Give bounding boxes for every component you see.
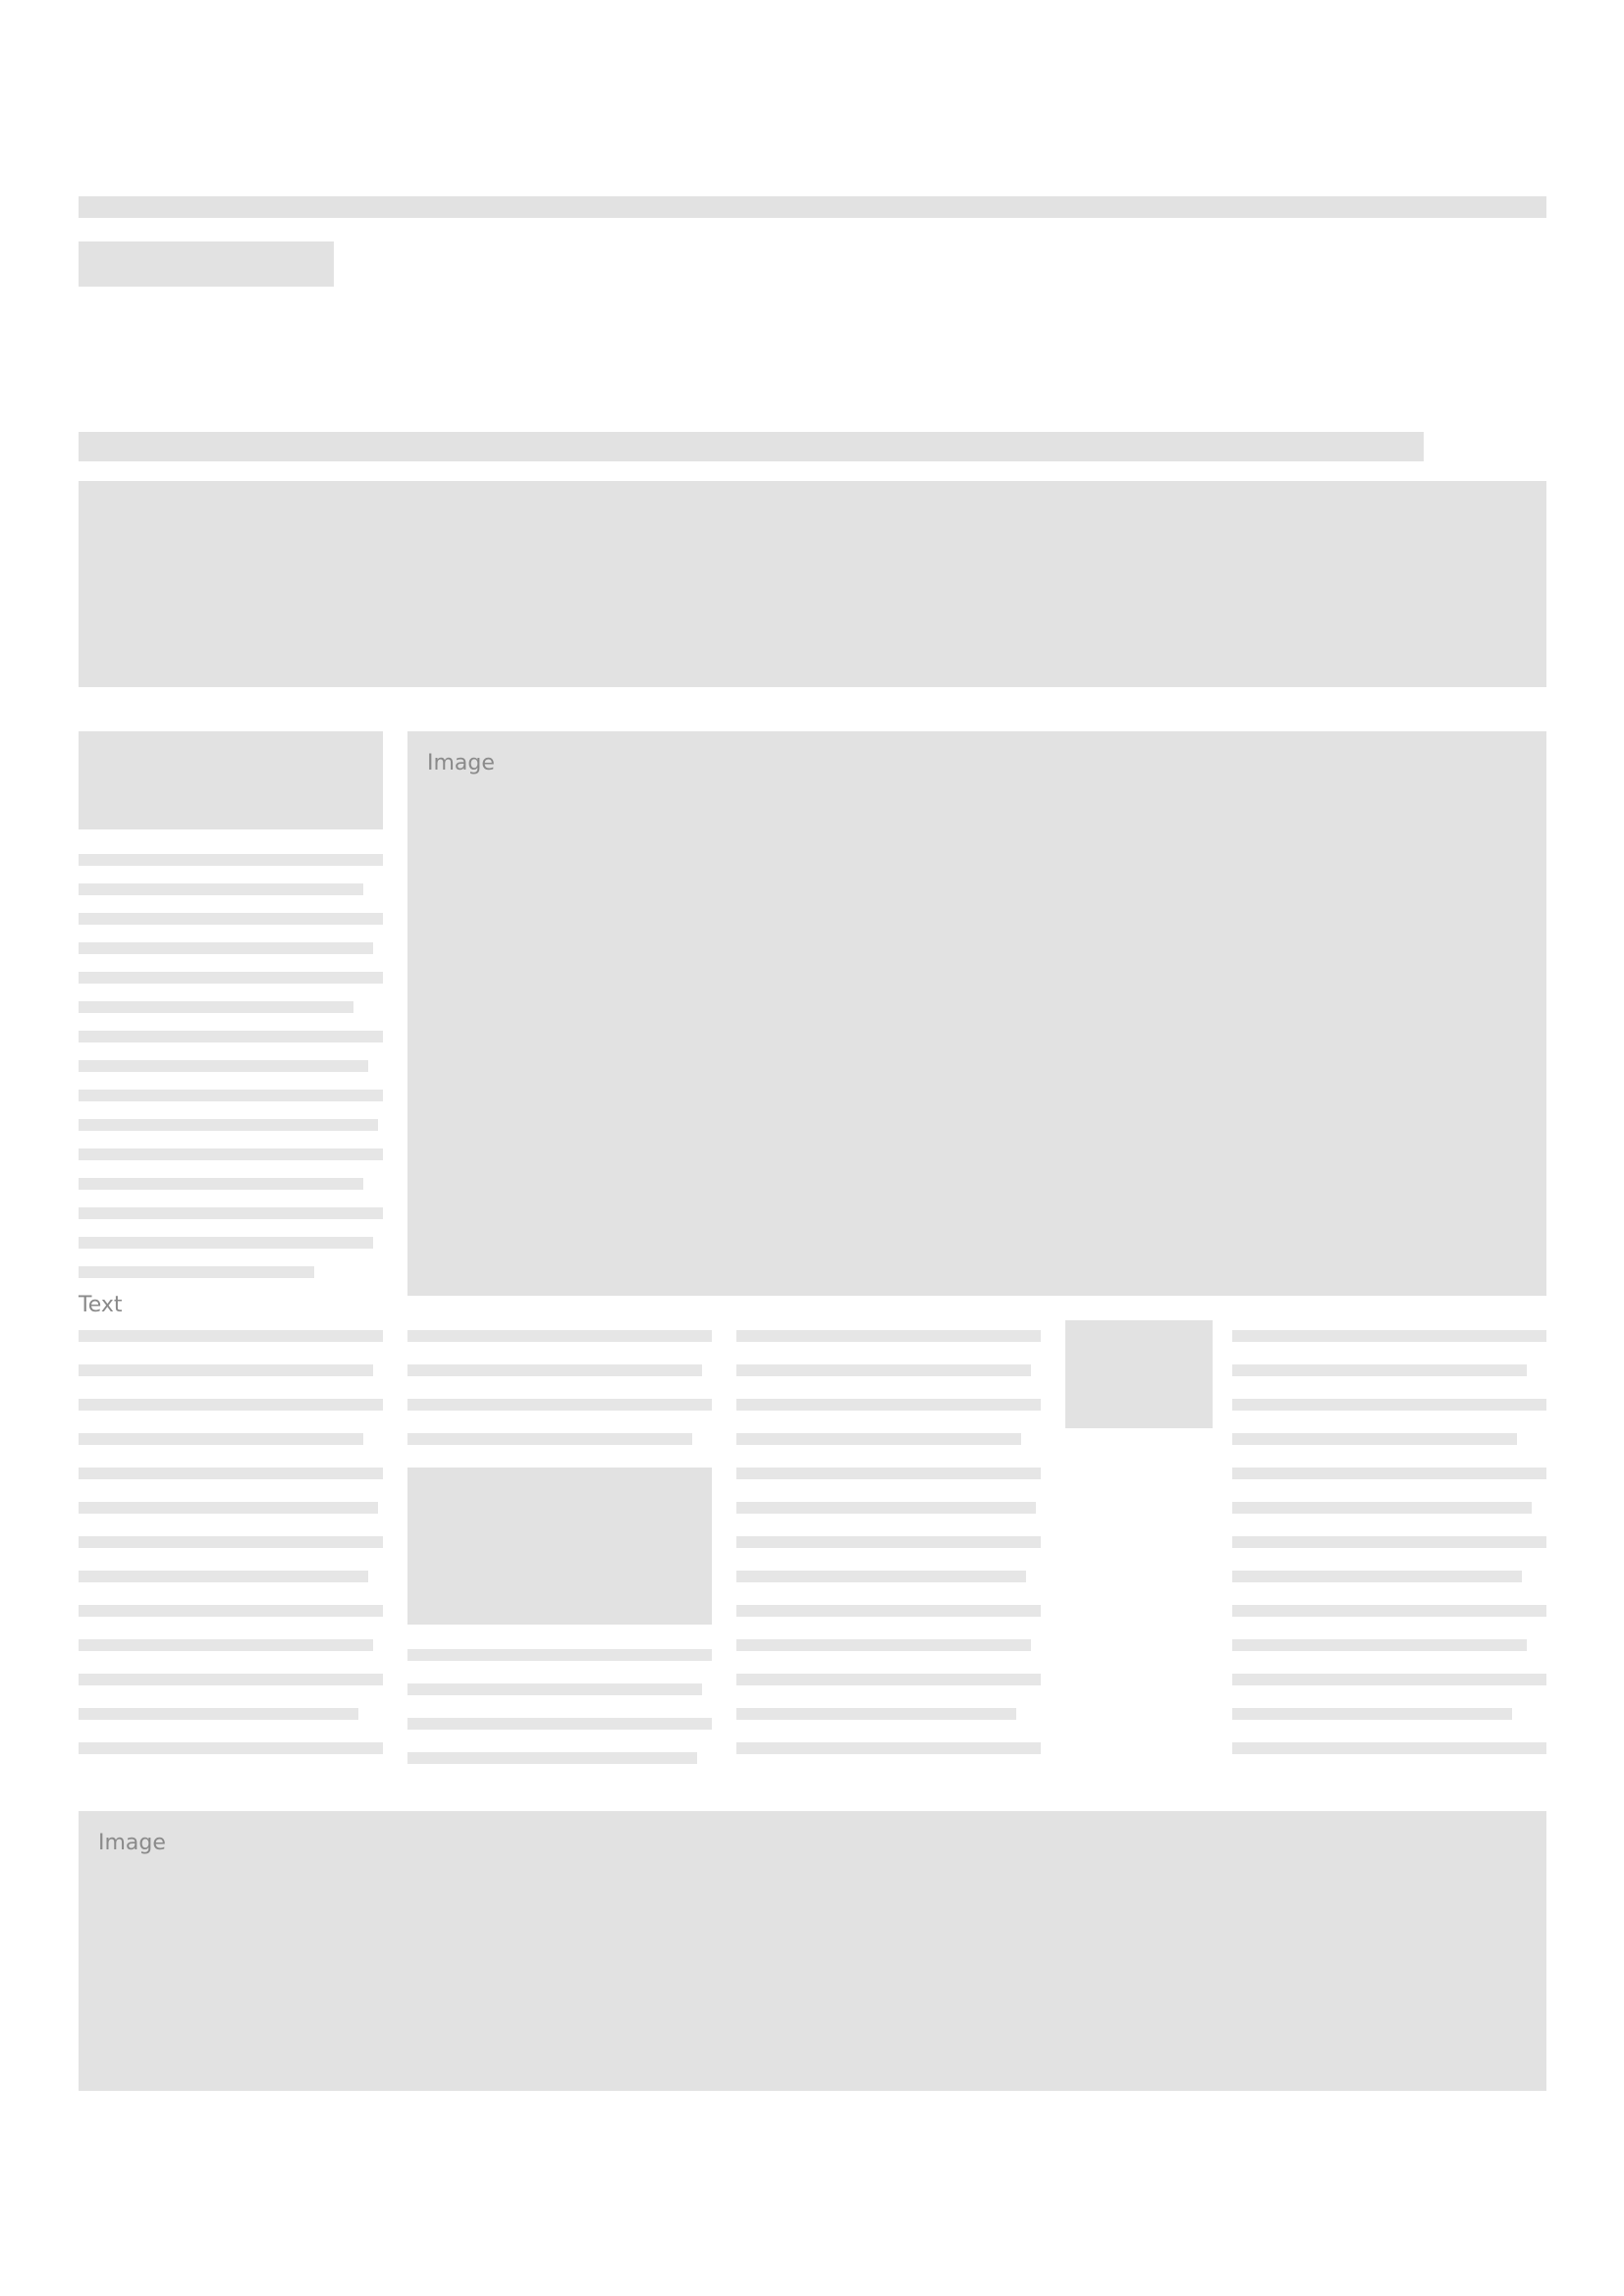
page-header-band xyxy=(79,196,1546,218)
body-column-3 xyxy=(736,1320,1041,1782)
body-column-4 xyxy=(1232,1320,1546,1782)
body-column-1-label: Text xyxy=(79,1293,123,1317)
photo-caption-block xyxy=(1065,1320,1213,1428)
section-tag xyxy=(79,241,334,287)
intro-text-column xyxy=(79,854,383,1296)
byline-block xyxy=(79,731,383,829)
pullquote-block xyxy=(407,1468,712,1625)
photo-label: Image xyxy=(427,751,495,775)
kicker-block xyxy=(79,432,1424,461)
advertisement-label: Image xyxy=(98,1831,166,1855)
headline-block xyxy=(79,481,1546,687)
advertisement-banner xyxy=(79,1811,1546,2091)
main-photo xyxy=(407,731,1546,1296)
body-column-2 xyxy=(407,1320,712,1782)
body-column-1 xyxy=(79,1293,383,1782)
